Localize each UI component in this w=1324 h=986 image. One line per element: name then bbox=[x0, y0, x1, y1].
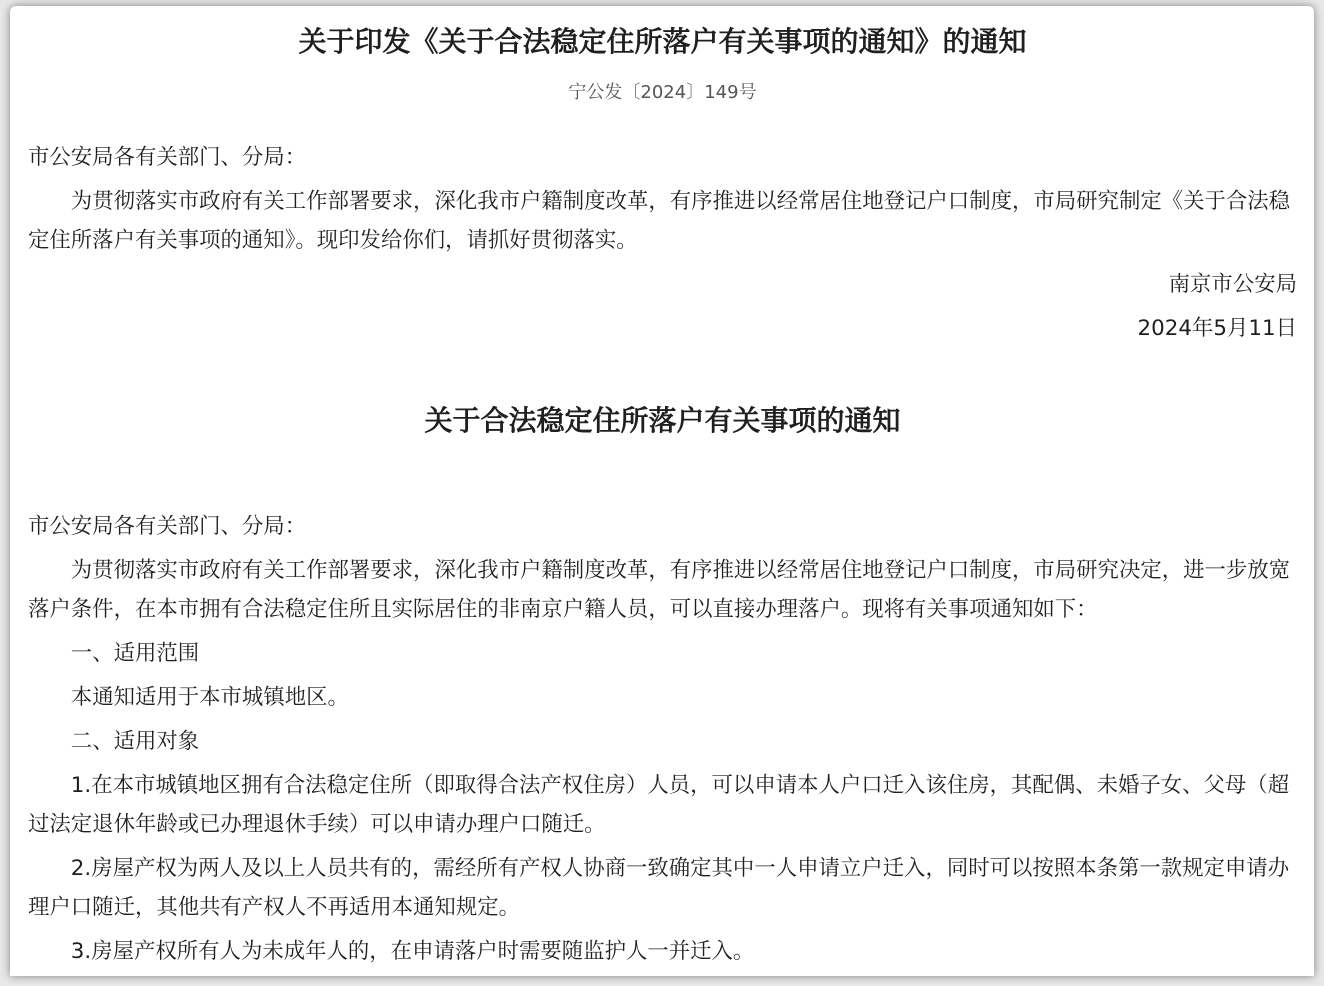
section-item-3: 3.房屋产权所有人为未成年人的，在申请落户时需要随监护人一并迁入。 bbox=[70, 939, 755, 964]
document-page bbox=[10, 6, 1314, 976]
section-eligible-persons bbox=[28, 722, 1297, 971]
section-heading: 一、适用范围 bbox=[70, 641, 200, 666]
notice-body: 为贯彻落实市政府有关工作部署要求，深化我市户籍制度改革，有序推进以经常居住地登记户口制度，市局研究制定《关于合法稳定住所落户有关事项的通知》。现印发给你们，请抓好贯彻落实。 bbox=[28, 189, 1291, 253]
issuer-signature: 南京市公安局 bbox=[1168, 272, 1297, 297]
notice-salutation: 市公安局各有关部门、分局： bbox=[28, 145, 307, 170]
issue-date: 2024年5月11日 bbox=[1137, 316, 1297, 341]
attachment-salutation: 市公安局各有关部门、分局： bbox=[28, 514, 307, 539]
section-paragraph: 本通知适用于本市城镇地区。 bbox=[70, 685, 349, 710]
section-heading: 二、适用对象 bbox=[70, 729, 200, 754]
section-item-1: 1.在本市城镇地区拥有合法稳定住所（即取得合法产权住房）人员，可以申请本人户口迁入该住房，其配偶、未婚子女、父母（超过法定退休年龄或已办理退休手续）可以申请办理户口随迁。 bbox=[28, 773, 1290, 837]
section-scope bbox=[28, 634, 1297, 717]
attachment-intro: 为贯彻落实市政府有关工作部署要求，深化我市户籍制度改革，有序推进以经常居住地登记户口制度，市局研究决定，进一步放宽落户条件，在本市拥有合法稳定住所且实际居住的非南京户籍人员，可以直接办理落户。现将有关事项通知如下： bbox=[28, 558, 1291, 622]
section-item-2: 2.房屋产权为两人及以上人员共有的，需经所有产权人协商一致确定其中一人申请立户迁入，同时可以按照本条第一款规定申请办理户口随迁，其他共有产权人不再适用本通知规定。 bbox=[28, 856, 1290, 920]
attachment-title: 关于合法稳定住所落户有关事项的通知 bbox=[424, 404, 901, 437]
notice-title: 关于印发《关于合法稳定住所落户有关事项的通知》的通知 bbox=[298, 25, 1027, 58]
document-number: 宁公发〔2024〕149号 bbox=[568, 82, 757, 103]
